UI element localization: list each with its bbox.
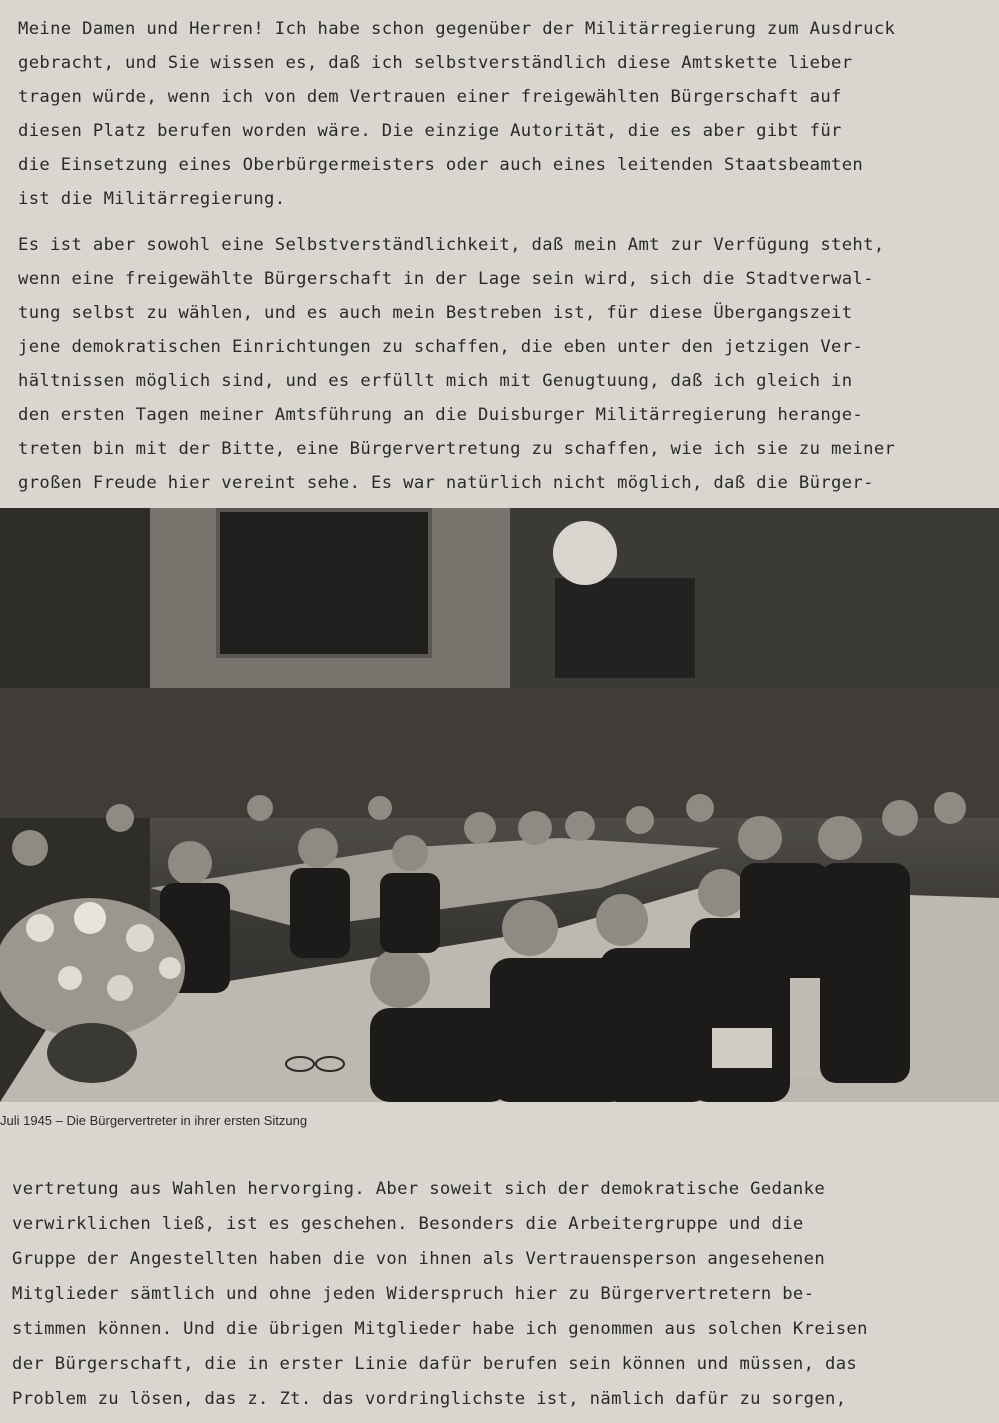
text-line: treten bin mit der Bitte, eine Bürgervertretung zu schaffen, wie ich sie zu meiner: [18, 439, 896, 459]
text-line: den ersten Tagen meiner Amtsführung an die Duisburger Militärregierung herange-: [18, 405, 864, 425]
text-line: Problem zu lösen, das z. Zt. das vordringlichste ist, nämlich dafür zu sorgen,: [12, 1389, 847, 1409]
text-line: stimmen können. Und die übrigen Mitglieder habe ich genommen aus solchen Kreisen: [12, 1319, 868, 1339]
ceiling-lamp: [553, 521, 617, 585]
text-line: wenn eine freigewählte Bürgerschaft in der Lage sein wird, sich die Stadtverwal-: [18, 269, 874, 289]
paragraph-continuation: [12, 1172, 987, 1417]
text-line: tragen würde, wenn ich von dem Vertrauen einer freigewählten Bürgerschaft auf: [18, 87, 842, 107]
text-line: Gruppe der Angestellten haben die von ihnen als Vertrauensperson angesehenen: [12, 1249, 826, 1269]
meeting-photo: [0, 508, 999, 1102]
text-line: jene demokratischen Einrichtungen zu schaffen, die eben unter den jetzigen Ver-: [18, 337, 864, 357]
chair: [712, 1028, 772, 1068]
text-line: gebracht, und Sie wissen es, daß ich selbstverständlich diese Amtskette lieber: [18, 53, 853, 73]
text-line: der Bürgerschaft, die in erster Linie dafür berufen sein können und müssen, das: [12, 1354, 858, 1374]
text-line: hältnissen möglich sind, und es erfüllt mich mit Genugtuung, daß ich gleich in: [18, 371, 853, 391]
text-line: diesen Platz berufen worden wäre. Die einzige Autorität, die es aber gibt für: [18, 121, 842, 141]
text-line: großen Freude hier vereint sehe. Es war natürlich nicht möglich, daß die Bürger-: [18, 473, 874, 493]
paragraph-intro: [18, 12, 993, 216]
photo-caption: Juli 1945 – Die Bürgervertreter in ihrer ersten Sitzung: [0, 1113, 308, 1128]
text-line: Es ist aber sowohl eine Selbstverständlichkeit, daß mein Amt zur Verfügung steht,: [18, 235, 885, 255]
wood-wainscot: [0, 688, 999, 818]
text-line: tung selbst zu wählen, und es auch mein Bestreben ist, für diese Übergangszeit: [18, 303, 853, 323]
wall-painting: [218, 510, 430, 656]
paragraph-second: [18, 228, 993, 500]
text-line: die Einsetzung eines Oberbürgermeisters oder auch eines leitenden Staatsbeamten: [18, 155, 864, 175]
text-line: vertretung aus Wahlen hervorging. Aber soweit sich der demokratische Gedanke: [12, 1179, 826, 1199]
text-line: Mitglieder sämtlich und ohne jeden Widerspruch hier zu Bürgervertretern be-: [12, 1284, 815, 1304]
meeting-photo-illustration: [0, 508, 999, 1102]
text-line: ist die Militärregierung.: [18, 189, 286, 209]
text-line: Meine Damen und Herren! Ich habe schon gegenüber der Militärregierung zum Ausdruck: [18, 19, 896, 39]
chair: [790, 978, 820, 1078]
text-line: verwirklichen ließ, ist es geschehen. Besonders die Arbeitergruppe und die: [12, 1214, 804, 1234]
wall-frame: [555, 578, 695, 678]
